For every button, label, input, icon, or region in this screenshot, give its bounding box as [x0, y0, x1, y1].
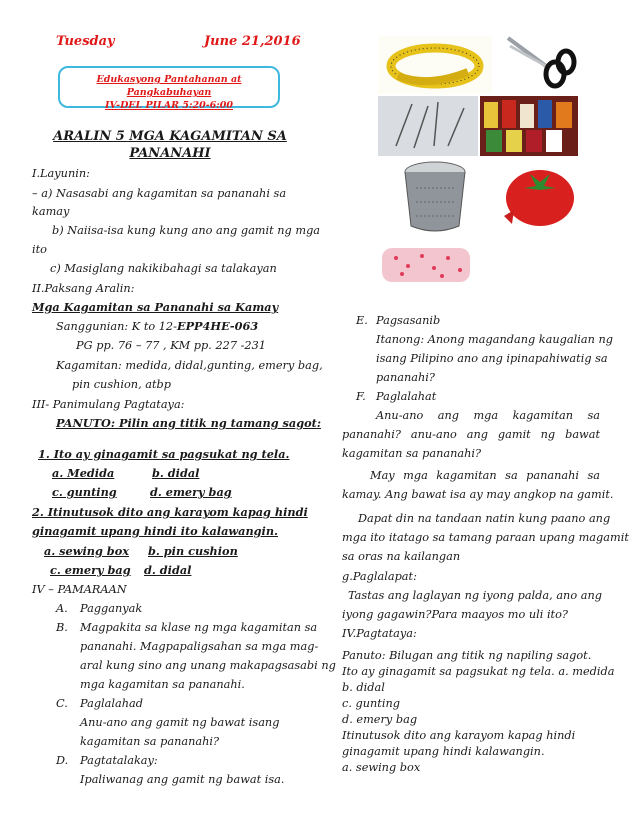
q1-choice-b: b. didal [152, 466, 200, 480]
reference-label [56, 318, 258, 335]
subject-line-2: IV-DEL PILAR 5:20-6:00 [105, 100, 233, 111]
step-e-letter: E. [356, 314, 368, 327]
subject-line-1: Edukasyong Pantahanan at Pangkabuhayan [96, 74, 242, 98]
step-b-line-2: pananahi. Magpapaligsahan sa mga mag- [80, 640, 319, 653]
summary-line-2: kamay. Ang bawat isa ay may angkop na gamit. [342, 488, 614, 501]
step-f-line-2: pananahi? anu-ano ang gamit ng bawat [342, 428, 600, 441]
step-e-line-2: isang Pilipino ano ang ipinapahiwatig sa [376, 352, 608, 365]
eval-question-2-cont: ginagamit upang hindi kalawangin. [342, 745, 545, 758]
step-b-letter: B. [56, 621, 68, 634]
tape-measure-photo [378, 36, 492, 94]
step-f-line-3: kagamitan sa pananahi? [342, 447, 482, 460]
step-f-letter: F. [356, 390, 366, 403]
reference-text: Sanggunian: K to 12- [56, 320, 177, 333]
step-f-text: Paglalahat [376, 390, 437, 403]
eval-question-1: Ito ay ginagamit sa pagsukat ng tela. a. medida [342, 665, 615, 678]
objective-a: – a) Nasasabi ang kagamitan sa pananahi sa [32, 187, 287, 200]
needles-photo [378, 96, 478, 156]
paksang-aralin-heading: II.Paksang Aralin: [32, 282, 135, 295]
layunin-heading: I.Layunin: [32, 167, 90, 180]
scissors-photo [500, 32, 578, 94]
thimble-photo [378, 158, 492, 238]
question-2: 2. Itinutusok dito ang karayom kapag hindi [32, 505, 308, 519]
q1-choice-d: d. emery bag [150, 485, 232, 499]
pamaraan-heading: IV – PAMARAAN [32, 583, 127, 596]
topic-title: Mga Kagamitan sa Pananahi sa Kamay [32, 300, 279, 314]
paglalapat-line-1: Tastas ang laglayan ng iyong palda, ano ang [348, 589, 602, 602]
eval-choice-c: c. gunting [342, 697, 400, 710]
step-d-letter: D. [56, 754, 69, 767]
step-e-line-1: Itanong: Anong magandang kaugalian ng [376, 333, 613, 346]
step-b-line-3: aral kung sino ang unang makapagsasabi ng [80, 659, 336, 672]
objective-b: b) Naiisa-isa kung kung ano ang gamit ng mga [52, 224, 321, 237]
tomato-pin-cushion-photo [494, 158, 578, 238]
reference-pages: PG pp. 76 – 77 , KM pp. 227 -231 [76, 339, 266, 352]
materials-line: Kagamitan: medida, didal,gunting, emery bag, [56, 359, 323, 372]
thread-spools-photo [480, 96, 578, 156]
step-b-line-4: mga kagamitan sa pananahi. [80, 678, 245, 691]
q1-choice-c: c. gunting [52, 485, 117, 499]
lesson-title-line-1: ARALIN 5 MGA KAGAMITAN SA [53, 129, 287, 144]
pretest-instruction: PANUTO: Pilin ang titik ng tamang sagot: [56, 416, 322, 430]
step-c-text: Paglalahad [80, 697, 143, 710]
objective-b-cont: ito [32, 243, 47, 256]
question-1: 1. Ito ay ginagamit sa pagsukat ng tela. [38, 447, 290, 461]
day-label: Tuesday [56, 34, 115, 49]
step-d-line-1: Ipaliwanag ang gamit ng bawat isa. [80, 773, 285, 786]
pretest-heading: III- Panimulang Pagtataya: [32, 398, 185, 411]
step-e-text: Pagsasanib [376, 314, 441, 327]
eval-choice-d: d. emery bag [342, 713, 418, 726]
step-b-line-1: Magpakita sa klase ng mga kagamitan sa [80, 621, 318, 634]
q1-choice-a: a. Medida [52, 466, 115, 480]
step-c-letter: C. [56, 697, 68, 710]
subject-box [58, 66, 280, 111]
step-f-line-1: Anu-ano ang mga kagamitan sa [376, 409, 600, 422]
eval-q2-choice-a: a. sewing box [342, 761, 421, 774]
step-a-text: Pagganyak [80, 602, 143, 615]
reminder-line-1: Dapat din na tandaan natin kung paano ang [358, 512, 611, 525]
eval-choice-b: b. didal [342, 681, 385, 694]
pin-cushion-pillow-photo [378, 238, 474, 292]
reminder-line-2: mga ito itatago sa tamang paraan upang magamit [342, 531, 629, 544]
pagtataya-heading: IV.Pagtataya: [342, 627, 417, 640]
lesson-title-line-2: PANANAHI [129, 146, 211, 161]
step-c-line-2: kagamitan sa pananahi? [80, 735, 220, 748]
question-2-cont: ginagamit upang hindi ito kalawangin. [32, 524, 278, 538]
objective-a-cont: kamay [32, 205, 70, 218]
summary-line-1: May mga kagamitan sa pananahi sa [370, 469, 600, 482]
step-c-line-1: Anu-ano ang gamit ng bawat isang [80, 716, 280, 729]
reference-code: EPP4HE-063 [176, 319, 259, 333]
step-d-text: Pagtatalakay: [80, 754, 158, 767]
q2-choice-d: d. didal [144, 563, 192, 577]
materials-line-cont: pin cushion, atbp [72, 378, 171, 391]
step-a-letter: A. [56, 602, 68, 615]
q2-choice-c: c. emery bag [50, 563, 131, 577]
lesson-title [40, 128, 300, 162]
q2-choice-a: a. sewing box [44, 544, 129, 558]
q2-choice-b: b. pin cushion [148, 544, 238, 558]
date-label: June 21,2016 [204, 34, 301, 49]
step-e-line-3: pananahi? [376, 371, 435, 384]
paglalapat-line-2: iyong gagawin?Para maayos mo uli ito? [342, 608, 568, 621]
eval-question-2: Itinutusok dito ang karayom kapag hindi [342, 729, 576, 742]
reminder-line-3: sa oras na kailangan [342, 550, 461, 563]
objective-c: c) Masiglang nakikibahagi sa talakayan [50, 262, 277, 275]
eval-instruction: Panuto: Bilugan ang titik ng napiling sagot. [342, 649, 592, 662]
paglalapat-heading: g.Paglalapat: [342, 570, 417, 583]
